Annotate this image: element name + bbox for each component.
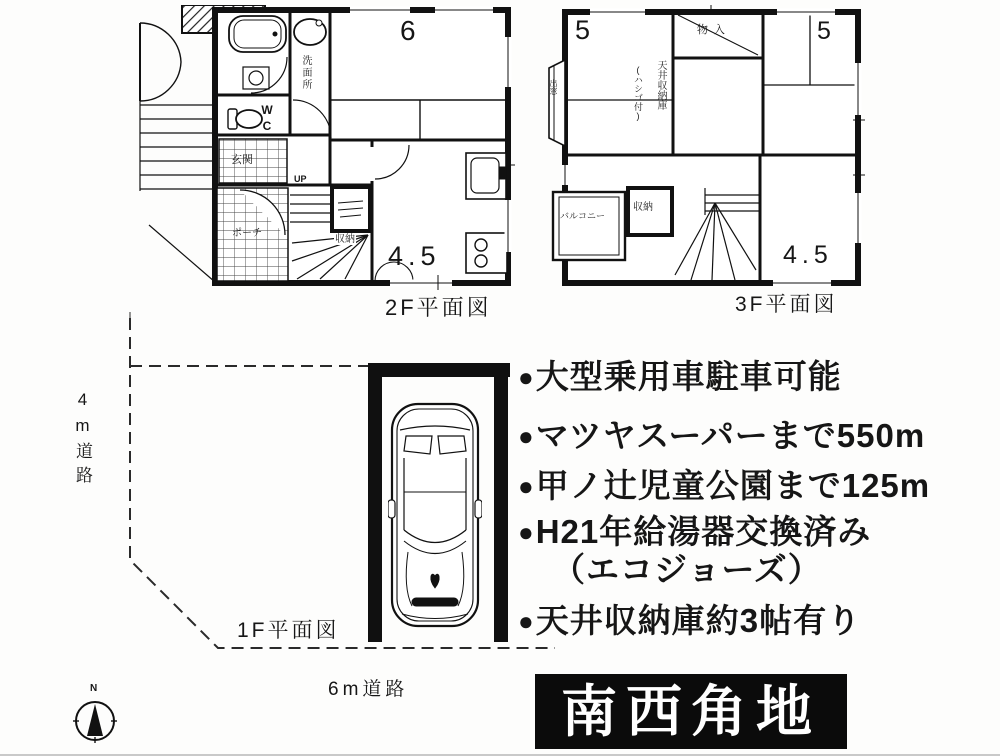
- room-label-porch: ポーチ: [232, 228, 262, 239]
- bay-window-shape: [549, 60, 565, 146]
- room-label-balcony: バルコニー: [560, 211, 606, 221]
- floor1-caption: 1F平面図: [237, 619, 340, 642]
- feature-item-2: [518, 417, 925, 455]
- room-label-5-right: 5: [817, 17, 831, 45]
- car-top-view-icon: [388, 400, 482, 630]
- room-label-4-5: 4.5: [388, 241, 441, 271]
- compass-north-label: N: [90, 683, 98, 694]
- feature-text-1: 大型乗用車駐車可能: [535, 358, 842, 395]
- attic-note-line1: 天井収納庫: [655, 60, 666, 110]
- bullet-icon: ●: [518, 421, 534, 451]
- feature-text-4: H21年給湯器交換済み: [535, 513, 872, 550]
- floor3-caption: 3F平面図: [735, 293, 838, 316]
- bullet-icon: ●: [518, 471, 534, 501]
- floor2-plan-drawing: [135, 5, 515, 290]
- floor3-plan: [545, 5, 875, 290]
- stairs-up-label: UP: [294, 174, 307, 184]
- door-gap: [369, 147, 375, 181]
- bay-window-label: 出窓: [549, 79, 558, 95]
- room-label-genkan: 玄関: [231, 154, 253, 166]
- stove-icon: [466, 233, 507, 273]
- feature-text-3: 甲ノ辻児童公園まで125m: [535, 467, 931, 504]
- room-label-5-left: 5: [575, 15, 591, 45]
- room-label-monoire: 物入: [697, 24, 731, 36]
- feature-item-3: [518, 467, 930, 505]
- bullet-icon: ●: [518, 517, 534, 547]
- compass-icon: [70, 688, 120, 744]
- corner-lot-banner: 南西角地: [535, 674, 847, 749]
- room-label-shuno: 収納: [335, 234, 355, 245]
- genkan-tiles: [219, 139, 287, 183]
- room-label-wc: WC: [260, 103, 274, 135]
- kitchen-sink-icon: [466, 153, 506, 199]
- bullet-icon: ●: [518, 362, 534, 392]
- toilet-icon: [228, 109, 262, 129]
- feature-text-2: マツヤスーパーまで550m: [535, 417, 926, 454]
- attic-note-line2: (ハシゴ付): [633, 65, 643, 121]
- room-label-senmenjo: 洗面所: [300, 55, 311, 91]
- feature-item-4-line2: （エコジョーズ）: [552, 551, 822, 588]
- basin-icon: [294, 19, 326, 45]
- room-label-4-5: 4.5: [783, 241, 833, 269]
- exterior-steps: [140, 101, 215, 282]
- balcony-shape: [553, 192, 625, 260]
- road-label-south: 6m道路: [328, 679, 409, 700]
- site-boundary-drawing: [60, 310, 560, 660]
- bullet-icon: ●: [518, 606, 534, 636]
- feature-item-1: [518, 358, 842, 396]
- floor2-caption: 2F平面図: [385, 295, 492, 320]
- feature-text-5: 天井収納庫約3帖有り: [535, 602, 862, 639]
- feature-item-5: [518, 602, 861, 640]
- feature-item-4: [518, 513, 871, 551]
- room-label-shuno: 収納: [633, 202, 653, 213]
- exterior-door-arcs: [140, 23, 181, 101]
- room-label-6: 6: [400, 15, 416, 46]
- bathtub-icon: [229, 16, 286, 52]
- road-label-west: 4m道路: [73, 390, 92, 490]
- floor2-plan: [135, 5, 515, 290]
